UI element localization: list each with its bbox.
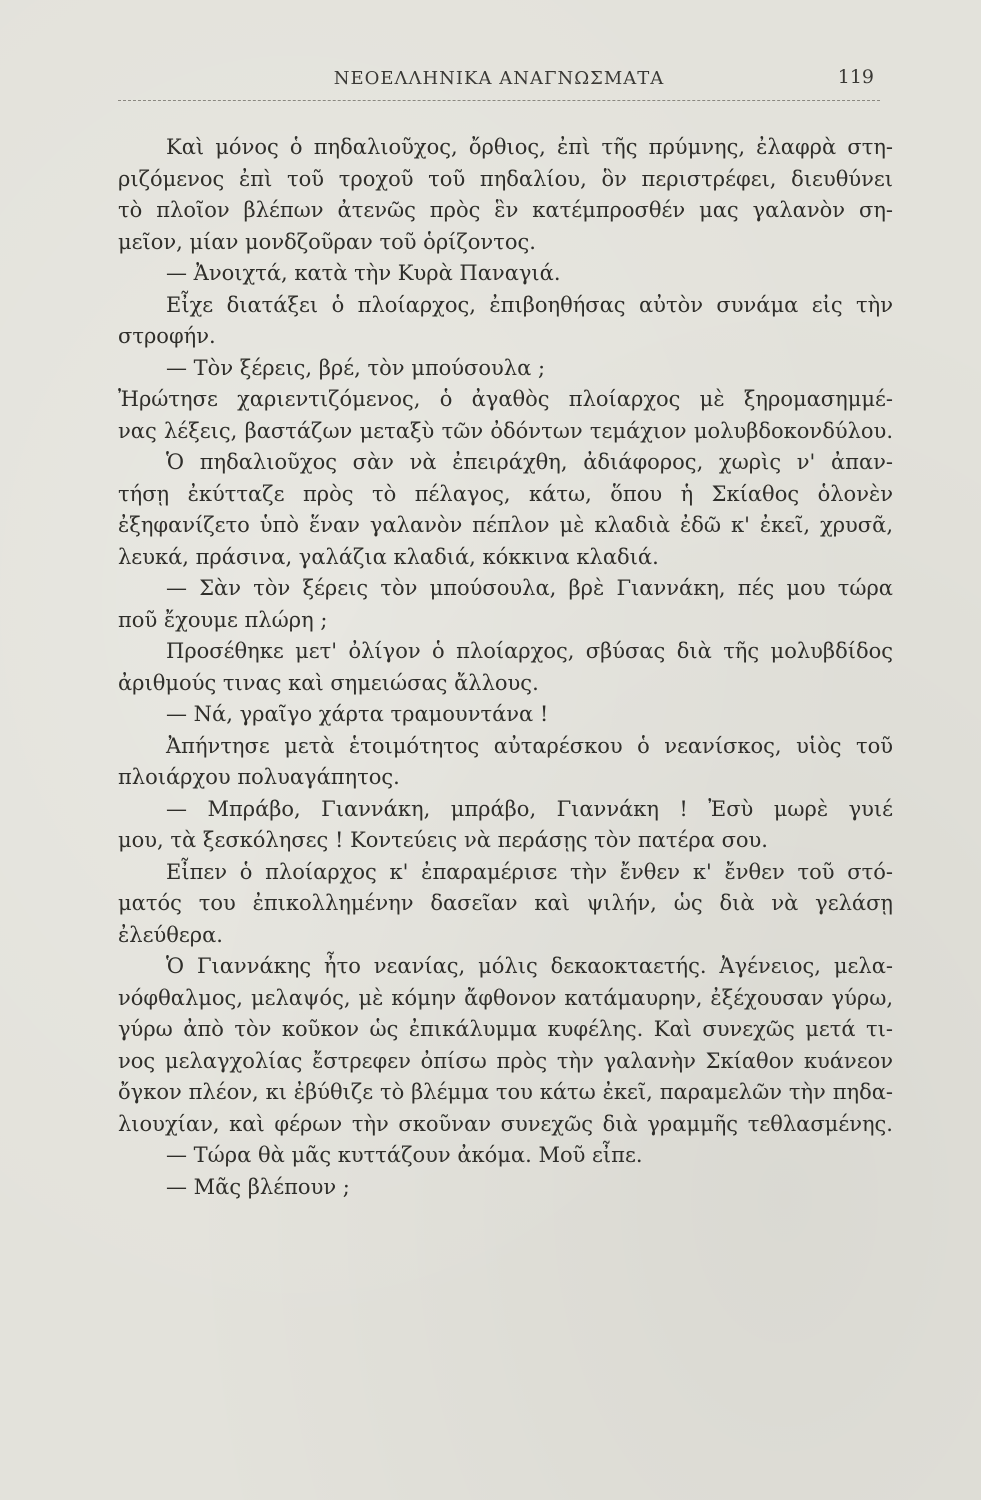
text-line: ριζόμενος ἐπὶ τοῦ τροχοῦ τοῦ πηδαλίου, ὃν περιστρέφει, διευθύνει xyxy=(118,166,893,191)
text-line: στροφήν. xyxy=(118,324,216,348)
text-line: — Σὰν τὸν ξέρεις τὸν μπούσουλα, βρὲ Γιαννάκη, πές μου τώρα xyxy=(166,576,893,600)
body-text xyxy=(118,132,893,1203)
text-line: λιουχίαν, καὶ φέρων τὴν σκοῦναν συνεχῶς διὰ γραμμῆς τεθλασμένης. xyxy=(118,1111,893,1136)
text-line: τήσῃ ἐκύτταζε πρὸς τὸ πέλαγος, κάτω, ὅπου ἡ Σκίαθος ὁλονὲν xyxy=(118,481,893,506)
text-line: ἀριθμούς τινας καὶ σημειώσας ἄλλους. xyxy=(118,670,539,695)
text-line: ποῦ ἔχουμε πλώρη ; xyxy=(118,607,328,632)
text-line: ματός του ἐπικολλημένην δασεῖαν καὶ ψιλήν, ὡς διὰ νὰ γελάσῃ xyxy=(118,891,893,915)
text-line: μου, τὰ ξεσκόλησες ! Κοντεύεις νὰ περάσῃς τὸν πατέρα σου. xyxy=(118,828,768,852)
text-line: Ἠρώτησε χαριεντιζόμενος, ὁ ἀγαθὸς πλοίαρχος μὲ ξηρομασημμέ- xyxy=(118,387,893,411)
text-line: λευκά, πράσινα, γαλάζια κλαδιά, κόκκινα κλαδιά. xyxy=(118,544,659,569)
text-line: — Μᾶς βλέπουν ; xyxy=(166,1174,350,1199)
text-line: — Μπράβο, Γιαννάκη, μπράβο, Γιαννάκη ! Ἐσὺ μωρὲ γυιέ xyxy=(166,796,893,821)
text-line: ἐξηφανίζετο ὑπὸ ἕναν γαλανὸν πέπλον μὲ κλαδιὰ ἐδῶ κ' ἐκεῖ, χρυσᾶ, xyxy=(118,513,893,537)
text-line: — Τὸν ξέρεις, βρέ, τὸν μπούσουλα ; xyxy=(166,355,546,380)
text-line: Προσέθηκε μετ' ὀλίγον ὁ πλοίαρχος, σβύσας διὰ τῆς μολυβδίδος xyxy=(166,639,893,663)
text-line: — Ἀνοιχτά, κατὰ τὴν Κυρὰ Παναγιά. xyxy=(166,261,561,285)
text-line: νος μελαγχολίας ἔστρεφεν ὀπίσω πρὸς τὴν γαλανὴν Σκίαθον κυάνεον xyxy=(118,1048,893,1073)
text-line: Ὁ Γιαννάκης ἦτο νεανίας, μόλις δεκαοκταετής. Ἀγένειος, μελα- xyxy=(166,954,893,978)
text-line: Εἶπεν ὁ πλοίαρχος κ' ἐπαραμέρισε τὴν ἔνθεν κ' ἔνθεν τοῦ στό- xyxy=(166,859,893,884)
text-line: πλοιάρχου πολυαγάπητος. xyxy=(118,765,400,789)
text-line: — Τώρα θὰ μᾶς κυττάζουν ἀκόμα. Μοῦ εἶπε. xyxy=(166,1143,643,1167)
text-line: — Νά, γραῖγο χάρτα τραμουντάνα ! xyxy=(166,702,549,726)
header-rule xyxy=(118,100,880,101)
text-line: Καὶ μόνος ὁ πηδαλιοῦχος, ὄρθιος, ἐπὶ τῆς πρύμνης, ἐλαφρὰ στη- xyxy=(166,135,893,159)
text-line: ὄγκον πλέον, κι ἐβύθιζε τὸ βλέμμα του κάτω ἐκεῖ, παραμελῶν τὴν πηδα- xyxy=(118,1080,893,1104)
text-line: γύρω ἀπὸ τὸν κοῦκον ὡς ἐπικάλυμμα κυφέλης. Καὶ συνεχῶς μετά τι- xyxy=(118,1017,893,1041)
text-line: νας λέξεις, βαστάζων μεταξὺ τῶν ὀδόντων τεμάχιον μολυβδοκονδύλου. xyxy=(118,418,893,443)
text-line: Ὁ πηδαλιοῦχος σὰν νὰ ἐπειράχθη, ἀδιάφορος, χωρὶς ν' ἀπαν- xyxy=(166,450,893,474)
text-line: Εἶχε διατάξει ὁ πλοίαρχος, ἐπιβοηθήσας αὐτὸν συνάμα εἰς τὴν xyxy=(166,292,893,317)
running-head xyxy=(118,66,880,96)
text-line: Ἀπήντησε μετὰ ἑτοιμότητος αὐταρέσκου ὁ νεανίσκος, υἱὸς τοῦ xyxy=(166,733,893,758)
text-line: ἐλεύθερα. xyxy=(118,922,223,947)
text-line: νόφθαλμος, μελαψός, μὲ κόμην ἄφθονον κατάμαυρην, ἐξέχουσαν γύρω, xyxy=(118,985,893,1010)
page-number: 119 xyxy=(837,66,874,88)
text-line: μεῖον, μίαν μονδζοῦραν τοῦ ὁρίζοντος. xyxy=(118,229,536,254)
text-line: τὸ πλοῖον βλέπων ἀτενῶς πρὸς ἓν κατέμπροσθέν μας γαλανὸν ση- xyxy=(118,198,893,222)
running-title: ΝΕΟΕΛΛΗΝΙΚΑ ΑΝΑΓΝΩΣΜΑΤΑ xyxy=(333,68,665,89)
